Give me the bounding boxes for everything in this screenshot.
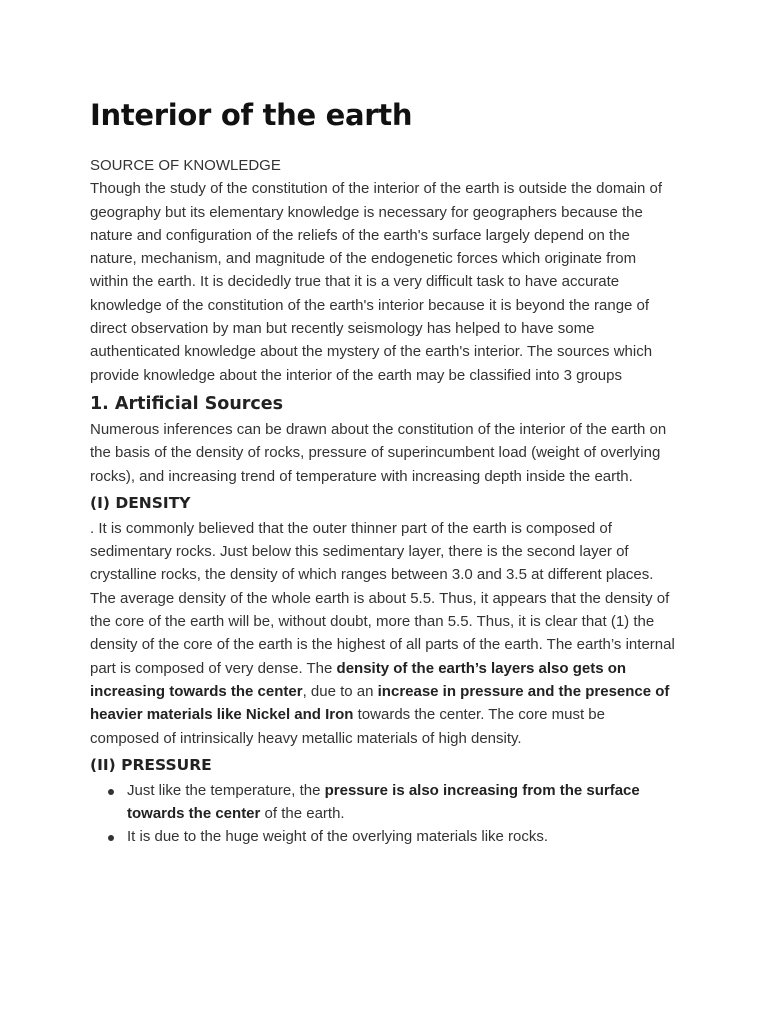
artificial-sources-paragraph: Numerous inferences can be drawn about the constitution of the interior of the earth on the basis of the density of rocks, pressure of superincumbent load (weight of overlying rocks), and increasing trend of temperature with increasing depth inside the earth. bbox=[90, 420, 667, 485]
list-item bbox=[127, 825, 678, 848]
density-paragraph bbox=[90, 517, 678, 750]
page-title: Interior of the earth bbox=[90, 98, 413, 132]
bullet-icon bbox=[108, 789, 114, 795]
density-text-2: , due to an bbox=[302, 682, 378, 700]
pressure-bullet-1-bold: pressure is also increasing from the surface towards the center bbox=[127, 781, 640, 823]
density-heading: (I) DENSITY bbox=[90, 493, 191, 512]
list-item bbox=[127, 779, 678, 826]
density-text-1: . It is commonly believed that the outer thinner part of the earth is composed of sedimentary rocks. Just below this sedimentary layer, there is the second layer of crystalline rocks, the density of which ranges between 3.0 and 3.5 at different places. The average density of the whole earth is about 5.5. Thus, it appears that the density of the core of the earth will be, without doubt, more than 5.5. Thus, it is clear that (1) the density of the core of the earth is the highest of all parts of the earth. The earth’s internal part is composed of very dense. The bbox=[90, 519, 675, 677]
document-page bbox=[90, 92, 678, 849]
pressure-bullet-1-text-pre: Just like the temperature, the bbox=[127, 781, 325, 799]
pressure-bullet-2-text: It is due to the huge weight of the overlying materials like rocks. bbox=[127, 828, 549, 846]
pressure-list bbox=[90, 779, 678, 849]
pressure-bullet-1-text-post: of the earth. bbox=[260, 805, 345, 823]
density-bold-2: increase in pressure and the presence of heavier materials like Nickel and Iron bbox=[90, 682, 670, 724]
bullet-icon bbox=[108, 835, 114, 841]
density-bold-1: density of the earth’s layers also gets on increasing towards the center bbox=[90, 659, 627, 700]
artificial-sources-heading: 1. Artificial Sources bbox=[90, 393, 284, 414]
density-text-3: towards the center. The core must be composed of intrinsically heavy metallic materials of high density. bbox=[90, 706, 605, 747]
pressure-heading: (II) PRESSURE bbox=[90, 755, 212, 774]
source-label: SOURCE OF KNOWLEDGE bbox=[90, 157, 281, 174]
intro-paragraph: Though the study of the constitution of the interior of the earth is outside the domain of geography but its elementary knowledge is necessary for geographers because the nature and configuration of the reliefs of the earth's surface largely depend on the nature, mechanism, and magnitude of the endogenetic forces which originate from within the earth. It is decidedly true that it is a very difficult task to have accurate knowledge of the constitution of the earth's interior because it is beyond the range of direct observation by man but recently seismology has helped to have some authenticated knowledge about the mystery of the earth's interior. The sources which provide knowledge about the interior of the earth may be classified into 3 groups bbox=[90, 180, 663, 384]
